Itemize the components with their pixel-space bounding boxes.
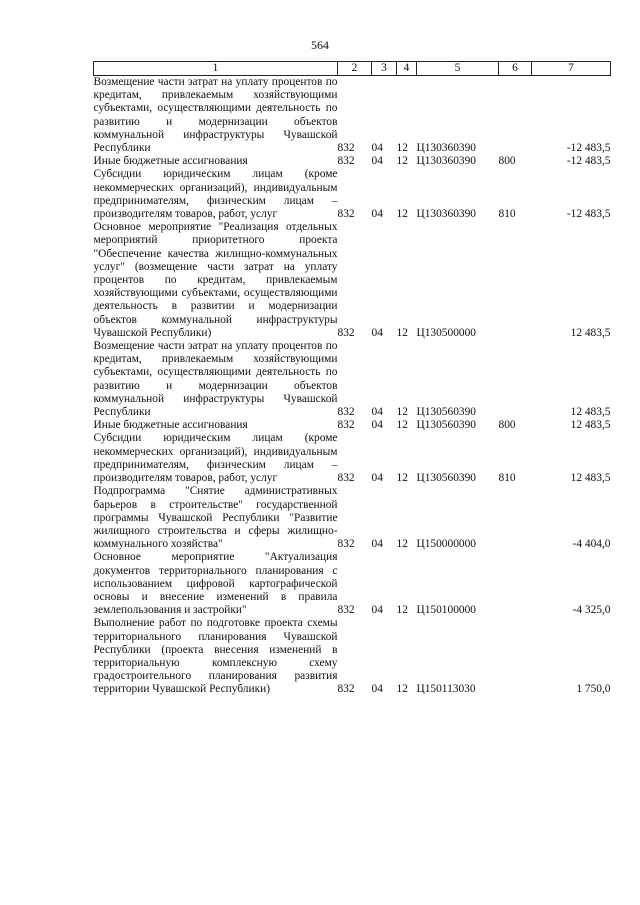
row-col-5: Ц130500000: [416, 326, 476, 339]
row-col-4: 12: [396, 155, 408, 168]
row-amount: -4 325,0: [572, 604, 611, 617]
row-amount: -12 483,5: [566, 142, 611, 155]
header-col-7: 7: [532, 62, 611, 76]
row-col-5: Ц130360390: [416, 155, 476, 168]
row-col-2: 832: [337, 419, 355, 432]
table-row: [94, 617, 611, 696]
row-name: Иные бюджетные ассигнования: [93, 155, 248, 168]
row-name: Основное мероприятие "Реализация отдельных мероприятий приоритетного проекта "Обеспечение качества жилищно-коммунальных услуг" (возмещение части затрат на уплату процентов по кредитам, привлекаемым хозяйствующими субъектами, осуществляющими деятельность в развитии и модернизации объектов коммунальной инфраструктуры Чувашской Республики): [93, 221, 338, 339]
row-col-5: Ц130560390: [416, 419, 476, 432]
row-amount: -4 404,0: [572, 538, 611, 551]
table-row: [94, 340, 611, 419]
row-col-2: 832: [337, 326, 355, 339]
row-name: Возмещение части затрат на уплату процентов по кредитам, привлекаемым хозяйствующими субъектами, осуществляющими деятельность по развитию и модернизации объектов коммунальной инфраструктуры Чувашской Республики: [93, 76, 338, 155]
row-col-4: 12: [396, 142, 408, 155]
row-amount: -12 483,5: [566, 155, 611, 168]
row-col-6: 800: [498, 419, 516, 432]
row-name: Субсидии юридическим лицам (кроме некоммерческих организаций), индивидуальным предпринимателям, физическим лицам – производителям товаров, работ, услуг: [93, 168, 338, 221]
row-col-4: 12: [396, 683, 408, 696]
row-col-3: 04: [371, 142, 383, 155]
row-col-4: 12: [396, 419, 408, 432]
row-col-6: [499, 617, 532, 696]
row-col-3: 04: [371, 419, 383, 432]
row-name: Возмещение части затрат на уплату процентов по кредитам, привлекаемым хозяйствующими субъектами, осуществляющими деятельность по развитию и модернизации объектов коммунальной инфраструктуры Чувашской Республики: [93, 340, 338, 419]
row-name: Выполнение работ по подготовке проекта схемы территориального планирования Чувашской Республики (проекта внесения изменений в территориальную комплексную схему градостроительного планирования развития территории Чувашской Республики): [93, 617, 338, 696]
table-row: [94, 432, 611, 485]
row-amount: 12 483,5: [570, 326, 611, 339]
row-col-5: Ц130360390: [416, 208, 476, 221]
row-col-3: 04: [371, 472, 383, 485]
row-col-6: [499, 340, 532, 419]
row-col-6: [499, 221, 532, 340]
row-col-2: 832: [337, 208, 355, 221]
row-col-2: 832: [337, 142, 355, 155]
row-col-6: 800: [498, 155, 516, 168]
row-col-4: 12: [396, 406, 408, 419]
row-col-2: 832: [337, 683, 355, 696]
row-col-3: 04: [371, 538, 383, 551]
row-col-4: 12: [396, 208, 408, 221]
row-col-2: 832: [337, 472, 355, 485]
row-col-6: 810: [498, 208, 516, 221]
row-col-2: 832: [337, 155, 355, 168]
row-col-4: 12: [396, 604, 408, 617]
header-col-3: 3: [372, 62, 397, 76]
row-amount: 12 483,5: [570, 472, 611, 485]
header-col-4: 4: [397, 62, 417, 76]
row-col-2: 832: [337, 538, 355, 551]
table-header-row: [94, 62, 611, 76]
row-col-2: 832: [337, 406, 355, 419]
table-row: [94, 221, 611, 340]
row-col-6: 810: [498, 472, 516, 485]
row-col-3: 04: [371, 683, 383, 696]
header-col-5: 5: [417, 62, 499, 76]
table-row: [94, 419, 611, 432]
table-row: [94, 168, 611, 221]
row-col-5: Ц130560390: [416, 406, 476, 419]
header-col-1: 1: [94, 62, 338, 76]
table-row: [94, 485, 611, 551]
row-col-5: Ц130360390: [416, 142, 476, 155]
row-name: Основное мероприятие "Актуализация документов территориального планирования с использованием цифровой картографической основы и внесение изменений в правила землепользования и застройки": [93, 551, 338, 617]
row-col-4: 12: [396, 326, 408, 339]
row-col-5: Ц150100000: [416, 604, 476, 617]
row-amount: -12 483,5: [566, 208, 611, 221]
row-col-6: [499, 76, 532, 156]
row-col-5: Ц130560390: [416, 472, 476, 485]
row-col-4: 12: [396, 472, 408, 485]
row-amount: 1 750,0: [576, 683, 611, 696]
row-col-3: 04: [371, 155, 383, 168]
row-col-2: 832: [337, 604, 355, 617]
row-col-3: 04: [371, 604, 383, 617]
row-col-3: 04: [371, 326, 383, 339]
budget-table: [93, 61, 611, 697]
row-col-3: 04: [371, 208, 383, 221]
row-name: Субсидии юридическим лицам (кроме некоммерческих организаций), индивидуальным предпринимателям, физическим лицам – производителям товаров, работ, услуг: [93, 432, 338, 485]
table-row: [94, 551, 611, 617]
row-name: Иные бюджетные ассигнования: [93, 419, 248, 432]
row-col-4: 12: [396, 538, 408, 551]
row-amount: 12 483,5: [570, 406, 611, 419]
row-col-3: 04: [371, 406, 383, 419]
page-number: 564: [311, 38, 329, 52]
row-col-5: Ц150113030: [416, 683, 476, 696]
row-col-5: Ц150000000: [416, 538, 476, 551]
table-row: [94, 155, 611, 168]
row-amount: 12 483,5: [570, 419, 611, 432]
row-col-6: [499, 551, 532, 617]
header-col-2: 2: [338, 62, 372, 76]
table-row: [94, 76, 611, 156]
header-col-6: 6: [499, 62, 532, 76]
row-col-6: [499, 485, 532, 551]
row-name: Подпрограмма "Снятие административных барьеров в строительстве" государственной программы Чувашской Республики "Развитие жилищного строительства и сферы жилищно-коммунального хозяйства": [93, 485, 338, 551]
